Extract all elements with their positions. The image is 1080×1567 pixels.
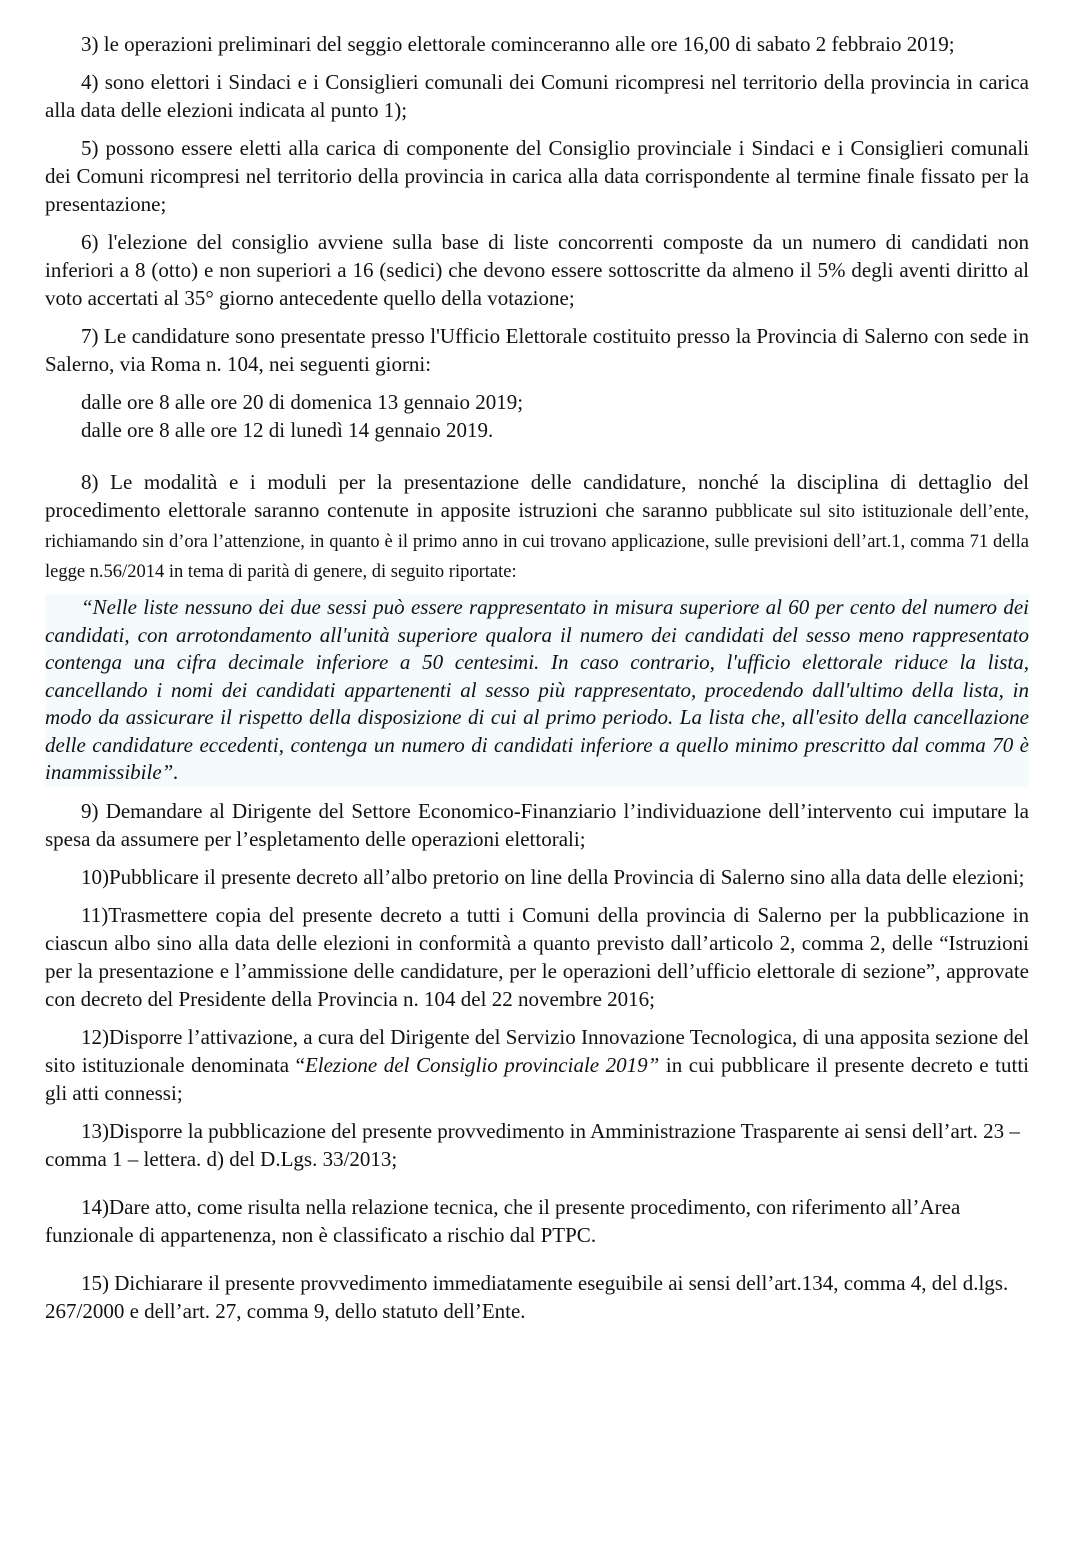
item-10 [45, 863, 1029, 891]
item-number: 9) [81, 798, 99, 823]
submission-dates [81, 388, 1029, 444]
item-6 [45, 228, 1029, 312]
item-text: possono essere eletti alla carica di componente del Consiglio provinciale i Sindaci e i Consiglieri comunali dei Comuni ricompresi nel territorio della provincia in carica alla data corrispondente al termine finale fissato per la presentazione; [45, 136, 1029, 216]
item-text: le operazioni preliminari del seggio elettorale cominceranno alle ore 16,00 di sabato 2 febbraio 2019; [98, 32, 955, 56]
item-text: in cui pubblicare il presente decreto e tutti gli atti connessi; [45, 1052, 1029, 1105]
item-12 [45, 1023, 1029, 1107]
item-4 [45, 68, 1029, 124]
item-7 [45, 322, 1029, 378]
date-line: dalle ore 8 alle ore 12 di lunedì 14 gennaio 2019. [81, 418, 494, 442]
item-text: Dare atto, come risulta nella relazione tecnica, che il presente procedimento, con riferimento all’Area funzionale di appartenenza, non è classificato a rischio dal PTPC. [45, 1194, 961, 1247]
item-text: sono elettori i Sindaci e i Consiglieri comunali dei Comuni ricompresi nel territorio della provincia in carica alla data delle elezioni indicata al punto 1); [45, 70, 1029, 122]
item-5 [45, 134, 1029, 218]
item-text: Disporre l’attivazione, a cura del Dirigente del Servizio Innovazione Tecnologica, di una apposita sezione del sito istituzionale denominata “ [45, 1024, 1029, 1077]
item-number: 14) [81, 1194, 109, 1219]
item-8 [45, 468, 1029, 586]
item-13 [45, 1117, 1029, 1173]
item-number: 3) [81, 32, 99, 56]
item-number: 6) [81, 230, 99, 254]
item-14 [45, 1193, 1029, 1249]
item-text-italic: Elezione del Consiglio provinciale 2019” [304, 1052, 660, 1077]
item-number: 11) [81, 902, 109, 927]
spacer [45, 1183, 1029, 1193]
item-number: 8) [81, 470, 99, 494]
item-number: 15) [81, 1270, 109, 1295]
item-text: Demandare al Dirigente del Settore Economico-Finanziario l’individuazione dell’intervento cui imputare la spesa da assumere per l’espletamento delle operazioni elettorali; [45, 798, 1029, 851]
item-text: Disporre la pubblicazione del presente provvedimento in Amministrazione Trasparente ai sensi dell’art. 23 – comma 1 – lettera. d) del D.Lgs. 33/2013; [45, 1118, 1020, 1171]
quoted-law-text [45, 594, 1029, 787]
item-text: Le modalità e i moduli per la presentazione delle candidature, nonché la disciplina di dettaglio del procedimento elettorale saranno contenute in apposite istruzioni che saranno [45, 470, 1029, 522]
item-number: 5) [81, 136, 99, 160]
quote-text: “Nelle liste nessuno dei due sessi può essere rappresentato in misura superiore al 60 per cento del numero dei candidati, con arrotondamento all'unità superiore qualora il numero dei candidati del sesso meno rappresentato contenga una cifra decimale inferiore a 50 centesimi. In caso contrario, l'ufficio elettorale riduce la lista, cancellando i nomi dei candidati appartenenti al sesso più rappresentato, procedendo dall'ultimo della lista, in modo da assicurare il rispetto della disposizione di cui al primo periodo. La lista che, all'esito della cancellazione delle candidature eccedenti, contenga un numero di candidati inferiore a quello minimo prescritto dal comma 70 è inammissibile”. [45, 595, 1029, 784]
date-line: dalle ore 8 alle ore 20 di domenica 13 gennaio 2019; [81, 390, 524, 414]
document-page [45, 30, 1029, 1335]
item-text: Dichiarare il presente provvedimento immediatamente eseguibile ai sensi dell’art.134, comma 4, del d.lgs. 267/2000 e dell’art. 27, comma 9, dello statuto dell’Ente. [45, 1270, 1009, 1323]
item-11 [45, 901, 1029, 1013]
item-text: l'elezione del consiglio avviene sulla base di liste concorrenti composte da un numero di candidati non inferiori a 8 (otto) e non superiori a 16 (sedici) che devono essere sottoscritte da almeno il 5% degli aventi diritto al voto accertati al 35° giorno antecedente quello della votazione; [45, 230, 1029, 310]
spacer [45, 1259, 1029, 1269]
item-9 [45, 797, 1029, 853]
item-text: Trasmettere copia del presente decreto a tutti i Comuni della provincia di Salerno per la pubblicazione in ciascun albo sino alla data delle elezioni in conformità a quanto previsto dall’articolo 2, comma 2, delle “Istruzioni per la presentazione e l’ammissione delle candidature, per le operazioni dell’ufficio elettorale di sezione”, approvate con decreto del Presidente della Provincia n. 104 del 22 novembre 2016; [45, 902, 1029, 1011]
item-number: 4) [81, 70, 99, 94]
item-text: Le candidature sono presentate presso l'Ufficio Elettorale costituito presso la Provincia di Salerno con sede in Salerno, via Roma n. 104, nei seguenti giorni: [45, 324, 1029, 376]
item-text: Pubblicare il presente decreto all’albo pretorio on line della Provincia di Salerno sino alla data delle elezioni; [109, 864, 1025, 889]
item-number: 13) [81, 1118, 109, 1143]
item-15 [45, 1269, 1029, 1325]
item-number: 10) [81, 864, 109, 889]
item-3 [45, 30, 1029, 58]
item-number: 7) [81, 324, 99, 348]
item-text-small: pubblicate sul sito istituzionale dell’ente, richiamando sin d’ora l’attenzione, in quanto è il primo anno in cui trovano applicazione, sulle previsioni dell’art.1, comma 71 della legge n.56/2014 in tema di parità di genere, di seguito riportate: [45, 502, 1029, 582]
item-number: 12) [81, 1024, 109, 1049]
